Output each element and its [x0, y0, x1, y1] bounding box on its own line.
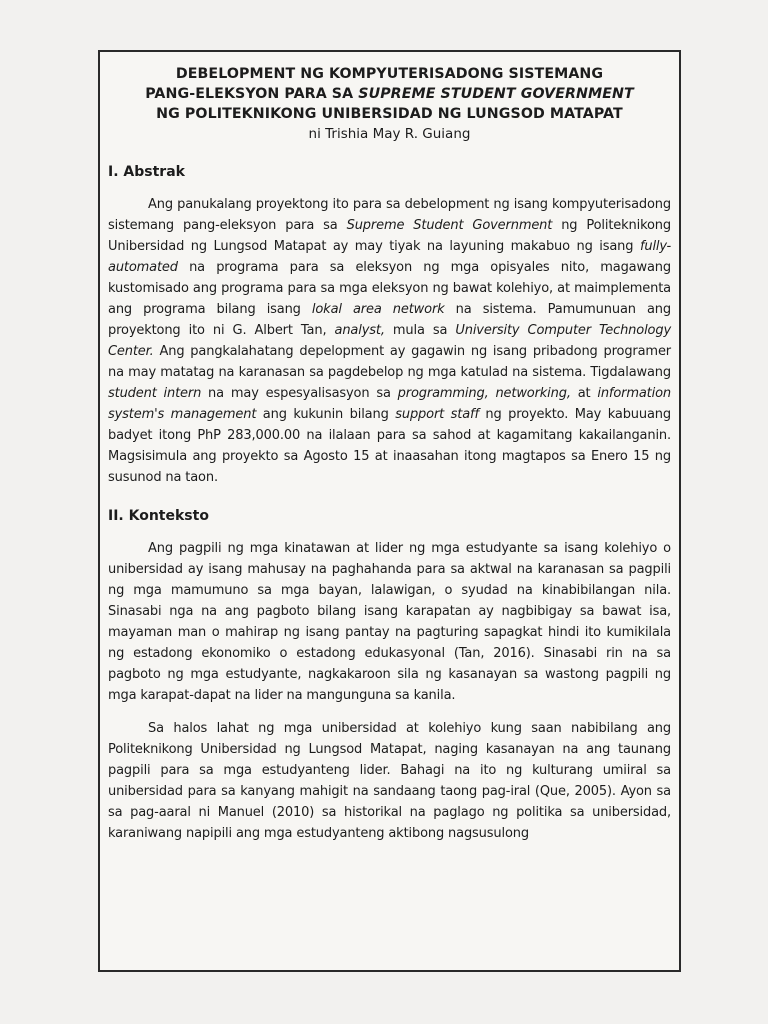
paragraph-text: Sa halos lahat ng mga unibersidad at kolehiyo kung saan nabibilang ang Politeknikong Unibersidad ng Lungsod Matapat, naging kasanayan na ang taunang pagpili para sa mga estudyanteng lider. Bahagi na ito ng kulturang umiiral sa unibersidad para sa kanyang mahigit na sandaang taong pag-iral (Que, 2005). Ayon sa sa pag-aaral ni Manuel (2010) sa historikal na paglago ng politika sa unibersidad, karaniwang napipili ang mga estudyanteng aktibong nagsusulong: [108, 721, 671, 841]
emphasis-text: programming, networking,: [397, 386, 571, 401]
section-heading: II. Konteksto: [108, 508, 209, 524]
paragraph-text: ng proyekto. May kabuuang badyet itong PhP 283,000.00 na ilalaan para sa sahod at kagamitang kakailanganin. Magsisimula ang proyekto sa Agosto 15 at inaasahan itong magtapos sa Enero 15 ng susunod na taon.: [108, 407, 671, 485]
paragraph-text: Ang pangkalahatang depelopment ay gagawin ng isang pribadong programer na may matatag na karanasan sa pagdebelop ng mga katulad na sistema. Tigdalawang: [108, 344, 671, 380]
paragraph-text: na sistema. Pamumunuan ang proyektong ito ni G. Albert Tan,: [108, 302, 671, 338]
body-paragraph: [108, 538, 671, 706]
emphasis-text: student intern: [108, 386, 202, 401]
title-line-1: DEBELOPMENT NG KOMPYUTERISADONG SISTEMANG: [175, 66, 604, 82]
paragraph-text: ng Politeknikong Unibersidad ng Lungsod Matapat ay may tiyak na layuning makabuo ng isang: [108, 218, 671, 254]
title-line-3: NG POLITEKNIKONG UNIBERSIDAD NG LUNGSOD MATAPAT: [156, 106, 623, 122]
emphasis-text: University Computer Technology Center.: [108, 323, 671, 359]
emphasis-text: lokal area network: [311, 302, 445, 317]
paragraph-text: ang kukunin bilang: [256, 407, 396, 422]
section-heading: I. Abstrak: [108, 164, 185, 180]
emphasis-text: Supreme Student Government: [346, 218, 553, 233]
paragraph-text: na may espesyalisasyon sa: [201, 386, 398, 401]
document-body: [108, 162, 671, 844]
document-title: [108, 64, 671, 124]
emphasis-text: support staff: [395, 407, 479, 422]
emphasis-text: analyst,: [334, 323, 385, 338]
paragraph-text: Ang pagpili ng mga kinatawan at lider ng mga estudyante sa isang kolehiyo o unibersidad ay isang mahusay na paghahanda para sa aktwal na karanasan sa pagpili ng mga mamumuno sa mga bayan, lalawigan, o syudad na kinabibilangan nila. Sinasabi nga na ang pagboto bilang isang karapatan ay nagbibigay sa bawat isa, mayaman man o mahirap ng isang pantay na pagturing sapagkat hindi ito kumikilala ng estadong ekonomiko o estadong edukasyonal (Tan, 2016). Sinasabi rin na sa pagboto ng mga estudyante, nagkakaroon sila ng kasanayan sa wastong pagpili ng mga karapat-dapat na lider na mangunguna sa kanila.: [108, 541, 671, 703]
paragraph-text: mula sa: [384, 323, 456, 338]
emphasis-text: fully-automated: [108, 239, 671, 275]
paragraph-text: at: [570, 386, 598, 401]
paragraph-text: Ang panukalang proyektong ito para sa debelopment ng isang kompyuterisadong sistemang pang-eleksyon para sa: [108, 197, 671, 233]
body-paragraph: [108, 194, 671, 488]
title-line-2-text: PANG-ELEKSYON PARA SA: [145, 86, 359, 102]
title-line-2: [108, 84, 671, 104]
paragraph-text: na programa para sa eleksyon ng mga opisyales nito, magawang kustomisado ang programa para sa mga eleksyon ng bawat kolehiyo, at maimplementa ang programa bilang isang: [108, 260, 671, 317]
author-byline: ni Trishia May R. Guiang: [308, 126, 471, 142]
document-page: [98, 50, 681, 972]
body-paragraph: [108, 718, 671, 844]
title-line-2-emphasis: SUPREME STUDENT GOVERNMENT: [358, 86, 634, 102]
emphasis-text: information system's management: [108, 386, 671, 422]
